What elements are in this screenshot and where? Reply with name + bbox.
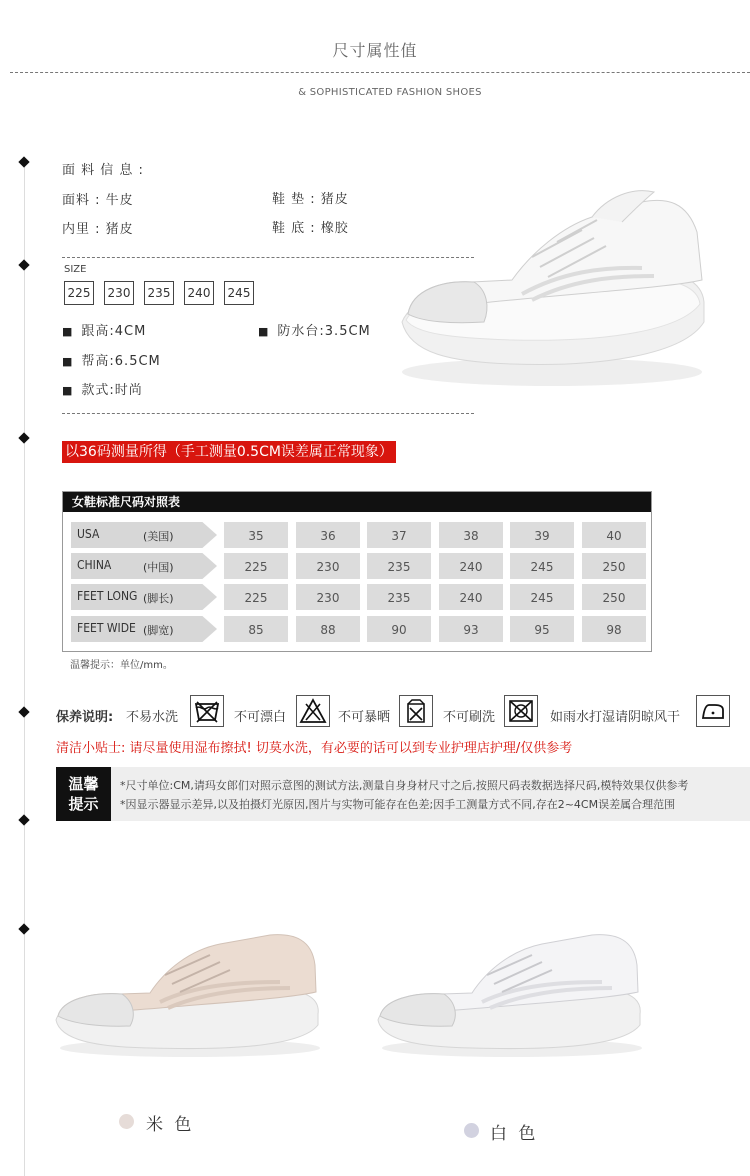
table-cell: 90: [367, 616, 431, 642]
care-item: 不可暴晒: [338, 710, 391, 725]
timeline-line: [24, 160, 25, 1176]
shoe-photo-beige: [50, 930, 330, 1060]
no-bleach-icon: [296, 695, 330, 727]
size-option: 230: [104, 281, 134, 305]
row-label-en: USA: [77, 527, 100, 541]
table-cell: 35: [224, 522, 288, 548]
color-swatch-white: [464, 1123, 479, 1138]
row-label-cn: (美国): [143, 530, 174, 543]
material-heading: 面 料 信 息 :: [62, 163, 144, 178]
row-label-cn: (脚长): [143, 592, 174, 605]
spec-style: ■ 款式:时尚: [62, 379, 143, 398]
row-label-en: FEET WIDE: [77, 621, 136, 635]
care-item: 不可漂白: [234, 710, 287, 725]
wash-icon: [190, 695, 224, 727]
material-insole: 鞋 垫 : 猪皮: [272, 192, 349, 207]
color-label-beige: 米 色: [146, 1115, 195, 1135]
table-cell: 230: [296, 584, 360, 610]
table-cell: 38: [439, 522, 503, 548]
size-option: 240: [184, 281, 214, 305]
care-item: 不可刷洗: [443, 710, 496, 725]
diamond-icon: [18, 814, 29, 825]
table-cell: 40: [582, 522, 646, 548]
no-sun-icon: [399, 695, 433, 727]
table-cell: 230: [296, 553, 360, 579]
table-cell: 36: [296, 522, 360, 548]
spec-shaft-height: ■ 帮高:6.5CM: [62, 350, 161, 369]
no-brush-icon: [504, 695, 538, 727]
warm-tip-badge-line: 提示: [68, 795, 99, 813]
care-item: 如雨水打湿请阴晾风干: [550, 710, 681, 725]
diamond-icon: [18, 156, 29, 167]
warm-tip-line: *因显示器显示差异,以及拍摄灯光原因,图片与实物可能存在色差;因手工测量方式不同,存在2~4CM误差属合理范围: [120, 798, 676, 811]
page-title: 尺寸属性值: [332, 41, 418, 60]
size-option: 225: [64, 281, 94, 305]
size-option: 235: [144, 281, 174, 305]
table-cell: 250: [582, 584, 646, 610]
warm-tip-panel: [56, 767, 750, 821]
unit-tip: 温馨提示：单位/mm。: [70, 660, 173, 671]
table-cell: 39: [510, 522, 574, 548]
row-label-en: CHINA: [77, 558, 112, 572]
table-cell: 85: [224, 616, 288, 642]
table-cell: 245: [510, 584, 574, 610]
table-cell: 225: [224, 584, 288, 610]
table-cell: 225: [224, 553, 288, 579]
diamond-icon: [18, 923, 29, 934]
table-cell: 98: [582, 616, 646, 642]
diamond-icon: [18, 706, 29, 717]
material-lining: 内里 : 猪皮: [62, 222, 134, 237]
table-cell: 240: [439, 584, 503, 610]
spec-platform: ■ 防水台:3.5CM: [258, 320, 371, 339]
table-cell: 93: [439, 616, 503, 642]
size-option: 245: [224, 281, 254, 305]
spec-heel-height: ■ 跟高:4CM: [62, 320, 146, 339]
care-label: 保养说明:: [56, 710, 114, 725]
table-cell: 37: [367, 522, 431, 548]
color-label-white: 白 色: [490, 1124, 539, 1144]
section-divider: [62, 413, 474, 414]
table-cell: 95: [510, 616, 574, 642]
material-sole: 鞋 底 : 橡胶: [272, 221, 349, 236]
measurement-note: 以36码测量所得（手工测量0.5CM误差属正常现象）: [62, 441, 396, 463]
shoe-photo-white: [372, 930, 652, 1060]
row-label-en: FEET LONG: [77, 589, 138, 603]
page-subtitle: & SOPHISTICATED FASHION SHOES: [298, 87, 482, 98]
color-swatch-beige: [119, 1114, 134, 1129]
warm-tip-badge: [56, 767, 111, 821]
table-cell: 88: [296, 616, 360, 642]
diamond-icon: [18, 259, 29, 270]
material-upper: 面料 : 牛皮: [62, 193, 134, 208]
warm-tip-line: *尺寸单位:CM,请玛女郎们对照示意图的测试方法,测量自身身材尺寸之后,按照尺码表数据选择尺码,模特效果仅供参考: [120, 779, 689, 792]
table-cell: 240: [439, 553, 503, 579]
size-label: SIZE: [64, 264, 87, 275]
warm-tip-badge-line: 温馨: [68, 775, 99, 793]
care-item: 不易水洗: [126, 710, 179, 725]
iron-icon: [696, 695, 730, 727]
row-label-cn: (脚宽): [143, 624, 174, 637]
table-cell: 250: [582, 553, 646, 579]
row-label-cn: (中国): [143, 561, 174, 574]
table-cell: 245: [510, 553, 574, 579]
shoe-photo-white: [392, 172, 714, 394]
diamond-icon: [18, 432, 29, 443]
cleaning-tip: 清洁小贴士: 请尽量使用湿布擦拭! 切莫水洗，有必要的话可以到专业护理店护理/仅供参考: [56, 741, 573, 756]
table-cell: 235: [367, 584, 431, 610]
size-chart: [62, 491, 652, 652]
table-cell: 235: [367, 553, 431, 579]
header-divider: [10, 72, 750, 73]
size-chart-title: 女鞋标准尺码对照表: [63, 492, 651, 512]
